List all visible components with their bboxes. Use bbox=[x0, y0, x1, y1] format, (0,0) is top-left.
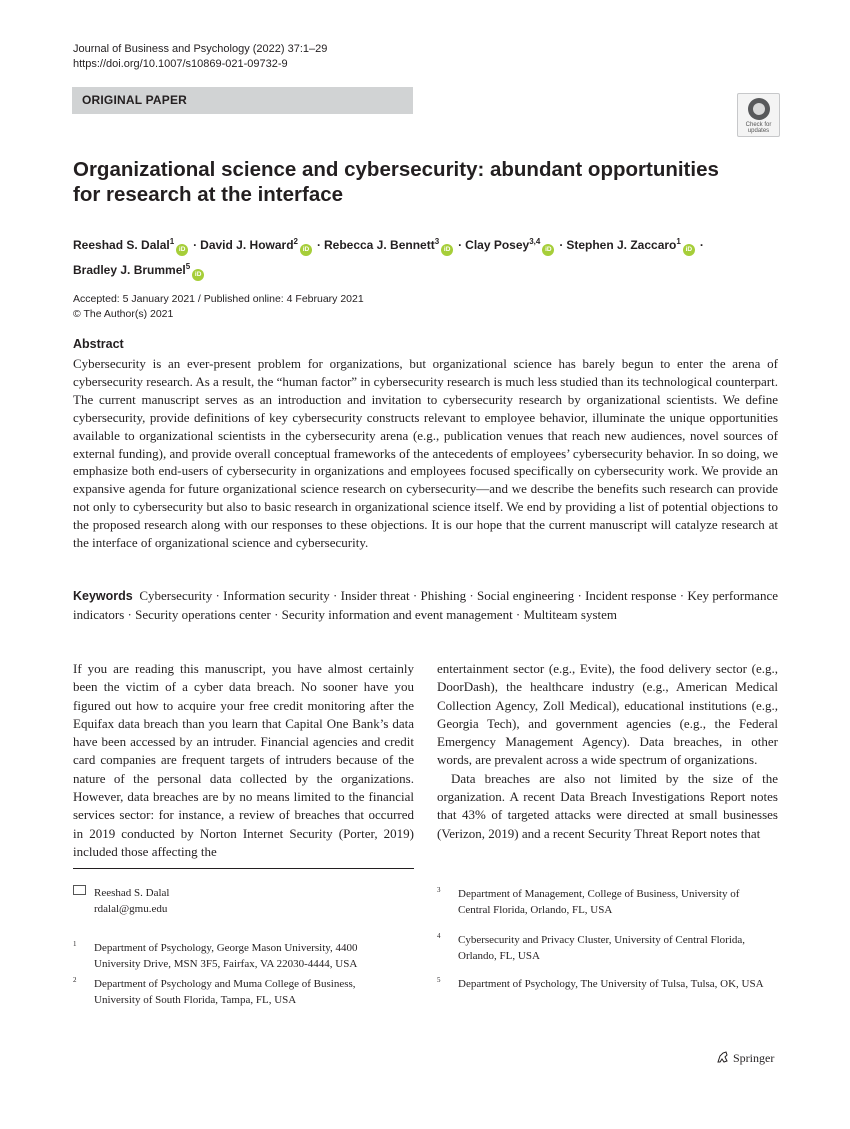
body-column-right bbox=[437, 660, 778, 843]
affiliation-text: Department of Psychology, The University of Tulsa, Tulsa, OK, USA bbox=[458, 978, 764, 990]
article-type-label: ORIGINAL PAPER bbox=[82, 93, 188, 107]
article-title bbox=[73, 157, 773, 207]
author-list bbox=[73, 231, 793, 281]
journal-citation: Journal of Business and Psychology (2022) 37:1–29 bbox=[73, 43, 328, 55]
publisher-name: Springer bbox=[733, 1051, 775, 1065]
paragraph: Data breaches are also not limited by the size of the organization. A recent Data Breach Investigations Report notes that 43% of targeted attacks were directed at small businesses (Verizon, 2019) and a recent Security Threat Report notes that bbox=[437, 770, 778, 841]
author-affiliation: 3,4 bbox=[529, 237, 541, 246]
author-name: Reeshad S. Dalal bbox=[73, 238, 170, 252]
title-line-2: for research at the interface bbox=[73, 183, 344, 206]
orcid-icon[interactable]: iD bbox=[300, 244, 312, 256]
accepted-published-dates: Accepted: 5 January 2021 / Published online: 4 February 2021 bbox=[73, 293, 364, 305]
orcid-icon[interactable]: iD bbox=[441, 244, 453, 256]
author-separator: · bbox=[193, 238, 198, 252]
author-separator: · bbox=[699, 238, 704, 252]
publisher-logo bbox=[716, 1050, 774, 1066]
affiliation-number: 3 bbox=[437, 886, 441, 894]
springer-horse-icon bbox=[716, 1050, 730, 1064]
affiliation-number: 2 bbox=[73, 976, 77, 984]
affiliation-text: Department of Psychology and Muma College of Business, University of South Florida, Tampa, FL, USA bbox=[94, 978, 356, 1006]
copyright-notice: © The Author(s) 2021 bbox=[73, 308, 174, 320]
orcid-icon[interactable]: iD bbox=[542, 244, 554, 256]
author-name: Stephen J. Zaccaro bbox=[566, 238, 677, 252]
keywords-section bbox=[73, 587, 778, 624]
envelope-icon bbox=[73, 885, 86, 895]
author[interactable] bbox=[200, 238, 298, 252]
author-separator: · bbox=[316, 238, 321, 252]
check-updates-line1: Check for bbox=[745, 122, 772, 128]
affiliation-text: Department of Management, College of Business, University of Central Florida, Orlando, FL, USA bbox=[458, 888, 740, 916]
paragraph: entertainment sector (e.g., Evite), the food delivery sector (e.g., DoorDash), the healthcare industry (e.g., American Medical Collection Agency, Zoll Medical), educational institutions (e.g., Georgia Tech), and government agencies (e.g., the Federal Emergency Management Agency). Data breaches, in other words, are prevalent across a wide spectrum of organizations. bbox=[437, 661, 778, 768]
abstract-heading: Abstract bbox=[73, 337, 124, 351]
author[interactable] bbox=[324, 238, 439, 252]
journal-header bbox=[73, 42, 327, 72]
author-separator: · bbox=[458, 238, 463, 252]
author-affiliation: 2 bbox=[293, 237, 298, 246]
author[interactable] bbox=[465, 238, 540, 252]
affiliation-text: Department of Psychology, George Mason University, 4400 University Drive, MSN 3F5, Fairfax, VA 22030-4444, USA bbox=[94, 942, 358, 970]
author[interactable] bbox=[566, 238, 681, 252]
author-separator: · bbox=[559, 238, 564, 252]
doi-link[interactable]: https://doi.org/10.1007/s10869-021-09732-9 bbox=[73, 58, 288, 70]
abstract-text: Cybersecurity is an ever-present problem for organizations, but organizational science has barely begun to enter the arena of cybersecurity research. As a result, the “human factor” in cybersecurity research is much less studied than its technological counterpart. The current manuscript serves as an introduction and invitation to cybersecurity research by organizational scientists. We define cybersecurity, provide definitions of key cybersecurity constructs relevant to employee behavior, illuminate the unique opportunities available to organizational scientists in the cybersecurity arena (e.g., publication venues that reach new audiences, novel sources of external funding), and provide overall conceptual frameworks of the antecedents of employees’ cybersecurity behavior. In so doing, we emphasize both end-users of cybersecurity in organizations and employees focused specifically on cybersecurity work. We provide an expansive agenda for future organizational science research on cybersecurity—and we describe the benefits such research can provide not only to cybersecurity but also to basic research in organizational science itself. We end by providing a list of potential objections to the proposed research along with our responses to these objections. It is our hope that the current manuscript will catalyze research at the interface of organizational science and cybersecurity. bbox=[73, 356, 778, 551]
title-line-1: Organizational science and cybersecurity: abundant opportunities bbox=[73, 158, 719, 181]
correspondence-footnote bbox=[73, 885, 414, 915]
article-type-banner bbox=[72, 87, 413, 114]
author-name: David J. Howard bbox=[200, 238, 294, 252]
keywords-label: Keywords bbox=[73, 589, 133, 603]
author-name: Rebecca J. Bennett bbox=[323, 238, 435, 252]
affiliation-text: Cybersecurity and Privacy Cluster, University of Central Florida, Orlando, FL, USA bbox=[458, 934, 746, 962]
keywords-list: Cybersecurity · Information security · Insider threat · Phishing · Social engineering · Incident response · Key performance indicators · Security operations center · Security information and event management · Multiteam system bbox=[73, 588, 778, 622]
affiliation-number: 1 bbox=[73, 940, 77, 948]
author-affiliation: 5 bbox=[185, 262, 191, 271]
affiliation-number: 4 bbox=[437, 932, 441, 940]
body-column-left bbox=[73, 660, 414, 861]
author-affiliation: 3 bbox=[434, 237, 440, 246]
author-name: Clay Posey bbox=[465, 238, 530, 252]
affiliation-number: 5 bbox=[437, 976, 441, 984]
correspondence-email[interactable]: rdalal@gmu.edu bbox=[94, 903, 168, 915]
paragraph: If you are reading this manuscript, you have almost certainly been the victim of a cyber data breach. No sooner have you figured out how to acquire your free credit monitoring after the Equifax data breach than you learn that Capital One Bank’s data have been accessed by an intruder. Financial agencies and credit card companies are frequent targets of intruders because of the nature of the personal data collected by the organizations. However, data breaches are by no means limited to the financial services sector: for instance, a review of breaches that occurred in 2019 conducted by Norton Internet Security (Porter, 2019) included those affecting the bbox=[73, 661, 414, 859]
orcid-icon[interactable]: iD bbox=[192, 269, 204, 281]
correspondence-details bbox=[94, 885, 169, 917]
orcid-icon[interactable]: iD bbox=[683, 244, 695, 256]
author-affiliation: 1 bbox=[676, 237, 681, 246]
correspondence-name: Reeshad S. Dalal bbox=[94, 887, 170, 899]
check-updates-line2: updates bbox=[747, 128, 770, 134]
author[interactable] bbox=[73, 263, 190, 277]
check-for-updates-badge[interactable] bbox=[737, 93, 780, 137]
crossmark-icon bbox=[748, 98, 770, 120]
footnote-divider bbox=[73, 868, 414, 869]
orcid-icon[interactable]: iD bbox=[176, 244, 188, 256]
author[interactable] bbox=[73, 238, 174, 252]
author-name: Bradley J. Brummel bbox=[73, 263, 186, 277]
author-affiliation: 1 bbox=[169, 237, 175, 246]
publication-dates bbox=[73, 292, 364, 322]
